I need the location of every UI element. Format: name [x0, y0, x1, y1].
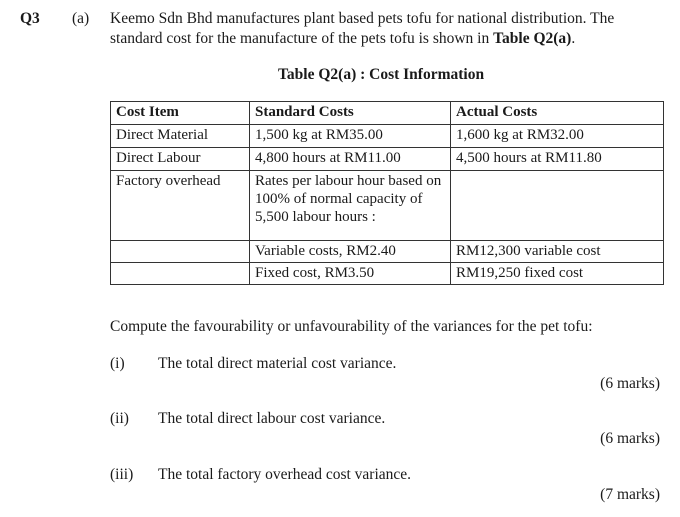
- table-header-row: [111, 102, 664, 125]
- cell-standard-cost: Variable costs, RM2.40: [250, 241, 451, 263]
- cell-standard-cost: Fixed cost, RM3.50: [250, 263, 451, 285]
- cell-actual-cost: [451, 171, 664, 241]
- question-part: (a): [72, 10, 90, 27]
- instruction-text: Compute the favourability or unfavourability of the variances for the pet tofu:: [110, 318, 593, 335]
- cell-cost-item: [111, 241, 250, 263]
- question-number: Q3: [20, 10, 40, 27]
- item-text: The total direct labour cost variance.: [158, 410, 386, 427]
- header-standard-costs: Standard Costs: [250, 102, 451, 125]
- cell-actual-cost: 1,600 kg at RM32.00: [451, 125, 664, 148]
- intro-line-2-text: standard cost for the manufacture of the pets tofu is shown in: [110, 30, 494, 47]
- intro-line-2-end: .: [571, 30, 576, 47]
- item-label: (ii): [110, 410, 129, 427]
- cell-cost-item: Direct Labour: [111, 148, 250, 171]
- cell-actual-cost: RM12,300 variable cost: [451, 241, 664, 263]
- cell-standard-cost: 1,500 kg at RM35.00: [250, 125, 451, 148]
- item-marks: (6 marks): [600, 430, 660, 447]
- table-row: [111, 171, 664, 241]
- header-cost-item: Cost Item: [111, 102, 250, 125]
- intro-line-2: [110, 30, 575, 48]
- item-label: (i): [110, 355, 125, 372]
- table-reference: Table Q2(a): [493, 30, 572, 47]
- item-marks: (6 marks): [600, 375, 660, 392]
- table-row: [111, 148, 664, 171]
- cell-actual-cost: 4,500 hours at RM11.80: [451, 148, 664, 171]
- cell-standard-cost: Rates per labour hour based on 100% of normal capacity of 5,500 labour hours :: [250, 171, 451, 241]
- item-label: (iii): [110, 466, 134, 483]
- cost-information-table: [110, 101, 664, 285]
- table-row: [111, 263, 664, 285]
- cell-standard-cost: 4,800 hours at RM11.00: [250, 148, 451, 171]
- item-text: The total factory overhead cost variance.: [158, 466, 412, 483]
- intro-line-1: Keemo Sdn Bhd manufactures plant based pets tofu for national distribution. The: [110, 10, 615, 27]
- cell-cost-item: Direct Material: [111, 125, 250, 148]
- cell-cost-item: Factory overhead: [111, 171, 250, 241]
- header-actual-costs: Actual Costs: [451, 102, 664, 125]
- cell-actual-cost: RM19,250 fixed cost: [451, 263, 664, 285]
- cell-cost-item: [111, 263, 250, 285]
- table-caption: Table Q2(a) : Cost Information: [278, 66, 485, 83]
- item-text: The total direct material cost variance.: [158, 355, 397, 372]
- item-marks: (7 marks): [600, 486, 660, 503]
- table-row: [111, 125, 664, 148]
- table-row: [111, 241, 664, 263]
